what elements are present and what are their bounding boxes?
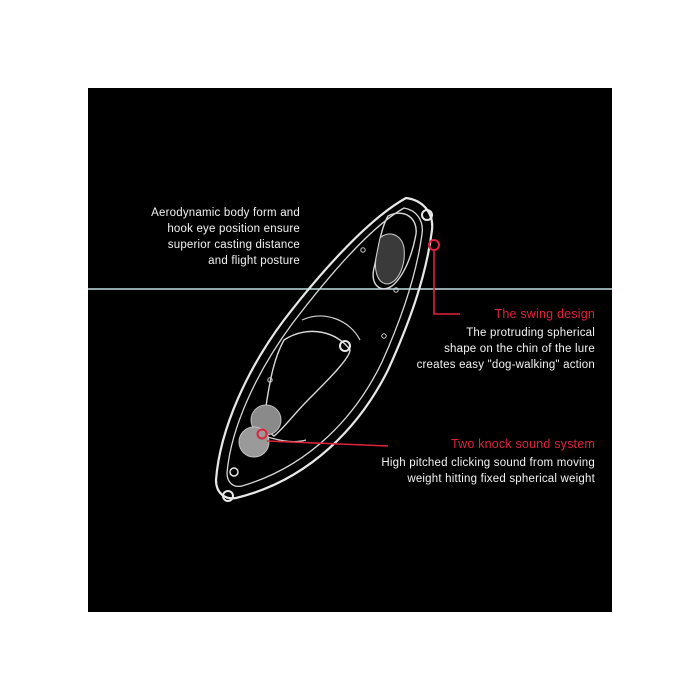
body-form-line-3: superior casting distance	[167, 239, 300, 251]
body-form-annotation	[88, 205, 300, 269]
knock-system-line-1: High pitched clicking sound from moving	[381, 457, 595, 469]
divider-line-1	[302, 316, 360, 340]
swing-design-line-3: creates easy "dog-walking" action	[416, 359, 595, 371]
swing-design-line-2: shape on the chin of the lure	[444, 343, 595, 355]
body-form-line-2: hook eye position ensure	[167, 223, 300, 235]
diagram-panel	[88, 88, 612, 612]
tail-eye-inner	[230, 468, 238, 476]
swing-design-annotation	[370, 306, 595, 373]
swing-design-title: The swing design	[494, 307, 595, 321]
swing-callout-line	[434, 250, 460, 314]
body-form-line-1: Aerodynamic body form and	[151, 207, 300, 219]
swing-design-line-1: The protruding spherical	[466, 327, 595, 339]
knock-system-annotation	[308, 436, 595, 487]
body-form-line-4: and flight posture	[208, 255, 300, 267]
hook-eye-icon-belly	[340, 341, 350, 351]
knock-system-title: Two knock sound system	[450, 437, 595, 451]
knock-system-line-2: weight hitting fixed spherical weight	[407, 473, 595, 485]
